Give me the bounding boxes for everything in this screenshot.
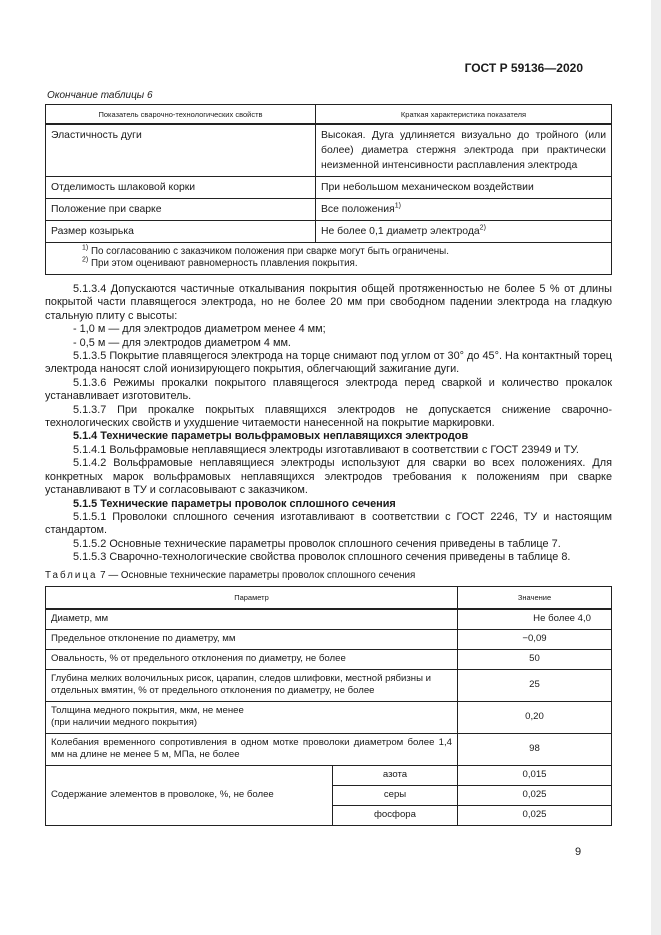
paragraph: 5.1.3.5 Покрытие плавящегося электрода на торце снимают под углом от 30° до 45°. На контактный торец электрода наносят слой ионизирующего покрытия, облегчающий зажигание дуги. (45, 350, 612, 376)
cell: При небольшом механическом воздействии (316, 177, 612, 199)
cell: Эластичность дуги (46, 124, 316, 177)
cell: 50 (458, 649, 612, 669)
paragraph: 5.1.5.3 Сварочно-технологические свойства проволок сплошного сечения приведены в таблице 8. (73, 551, 571, 564)
cell-text: Все положения (321, 204, 395, 215)
cell: 98 (458, 733, 612, 765)
column-header: Показатель сварочно-технологических свойств (46, 105, 316, 125)
cell: Диаметр, мм (46, 609, 458, 630)
paragraph: 5.1.5.1 Проволоки сплошного сечения изготавливают в соответствии с ГОСТ 2246, ТУ и настоящим стандартом. (45, 510, 612, 537)
cell: Отделимость шлаковой корки (46, 177, 316, 199)
footnote-mark: 2) (82, 256, 89, 264)
caption-text: 7 — Основные технические параметры проволок сплошного сечения (100, 569, 416, 581)
table-6 (45, 104, 612, 275)
cell-text: Не более 0,1 диаметр электрода (321, 226, 480, 237)
column-header: Краткая характеристика показателя (316, 105, 612, 125)
paragraph: 5.1.5.2 Основные технические параметры проволок сплошного сечения приведены в таблице 7. (73, 537, 561, 550)
cell (316, 199, 612, 221)
table-row (46, 609, 612, 630)
column-header: Параметр (46, 586, 458, 609)
paragraph: 5.1.4.2 Вольфрамовые неплавящиеся электроды используют для сварки во всех положениях. Для конкретных марок вольфрамовых неплавящихся электродов требования к положениям при сварке устанавливают в ТУ и согласовывают с заказчиком. (45, 457, 612, 497)
footnote-text: При этом оценивают равномерность плавления покрытия. (90, 258, 358, 269)
table-row (46, 669, 612, 701)
cell: Овальность, % от предельного отклонения по диаметру, не более (46, 649, 458, 669)
table-row (46, 733, 612, 765)
cell (46, 701, 458, 733)
cell: 25 (458, 669, 612, 701)
footnote-ref: 1) (394, 202, 401, 210)
table-row (46, 629, 612, 649)
table7-caption (45, 570, 661, 582)
section-heading: 5.1.4 Технические параметры вольфрамовых неплавящихся электродов (73, 430, 469, 443)
list-item: - 0,5 м — для электродов диаметром 4 мм. (73, 336, 291, 349)
footnote (82, 246, 611, 258)
footnotes-row (46, 243, 612, 275)
cell: 0,025 (458, 785, 612, 805)
page-number: 9 (575, 845, 582, 858)
cell: 0,025 (458, 805, 612, 825)
table6-caption: Окончание таблицы 6 (47, 90, 153, 101)
paragraph: 5.1.3.6 Режимы прокалки покрытого плавящегося электрода перед сваркой и количество прокалок устанавливает изготовитель. (45, 376, 612, 403)
cell (316, 221, 612, 243)
paragraph: 5.1.4.1 Вольфрамовые неплавящиеся электроды изготавливают в соответствии с ГОСТ 23949 и ТУ. (73, 443, 579, 456)
table-row (46, 177, 612, 199)
footnote-mark: 1) (82, 244, 89, 252)
footnote-text: По согласованию с заказчиком положения при сварке могут быть ограничены. (90, 246, 449, 257)
footnote (82, 258, 611, 270)
table-7 (45, 586, 612, 826)
cell-text: Толщина медного покрытия, мкм, не менее (51, 704, 244, 716)
table-row (46, 649, 612, 669)
standard-id: ГОСТ Р 59136—2020 (464, 61, 583, 75)
body-text (45, 283, 612, 565)
cell: 0,20 (458, 701, 612, 733)
table-row (46, 765, 612, 785)
caption-word: Таблица (45, 569, 98, 581)
cell: азота (333, 765, 458, 785)
cell: Положение при сварке (46, 199, 316, 221)
cell-note: (при наличии медного покрытия) (51, 717, 198, 729)
paragraph: 5.1.3.7 При прокалке покрытых плавящихся электродов не допускается снижение сварочно-технологических свойств и ухудшение читаемости нанесенной на покрытие маркировки. (45, 403, 612, 430)
cell: Содержание элементов в проволоке, %, не более (46, 765, 333, 825)
table-row (46, 124, 612, 177)
table-row (46, 221, 612, 243)
footnotes (46, 243, 612, 275)
cell: Глубина мелких волочильных рисок, царапин, следов шлифовки, местной рябизны и отдельных вмятин, % от предельного отклонения по диаметру, не более (46, 669, 458, 701)
cell: Не более 4,0 (458, 609, 612, 630)
cell: 0,015 (458, 765, 612, 785)
table-row (46, 701, 612, 733)
cell: Предельное отклонение по диаметру, мм (46, 629, 458, 649)
cell: Колебания временного сопротивления в одном мотке проволоки диаметром более 1,4 мм на длине не менее 5 м, МПа, не более (46, 733, 458, 765)
footnote-ref: 2) (479, 224, 486, 232)
list-item: - 1,0 м — для электродов диаметром менее 4 мм; (73, 323, 326, 336)
table-row (46, 199, 612, 221)
cell: Размер козырька (46, 221, 316, 243)
cell: фосфора (333, 805, 458, 825)
cell: −0,09 (458, 629, 612, 649)
column-header: Значение (458, 586, 612, 609)
cell: Высокая. Дуга удлиняется визуально до тройного (или более) диаметра стержня электрода при практически неизменной интенсивности расплавления электрода (316, 124, 612, 177)
cell: серы (333, 785, 458, 805)
paragraph: 5.1.3.4 Допускаются частичные откалывания покрытия общей протяженностью не более 5 % от длины покрытой части плавящегося электрода, но не более 20 мм при свободном падении электрода на гладкую стальную плиту с высоты: (45, 283, 612, 322)
section-heading: 5.1.5 Технические параметры проволок сплошного сечения (73, 497, 396, 510)
